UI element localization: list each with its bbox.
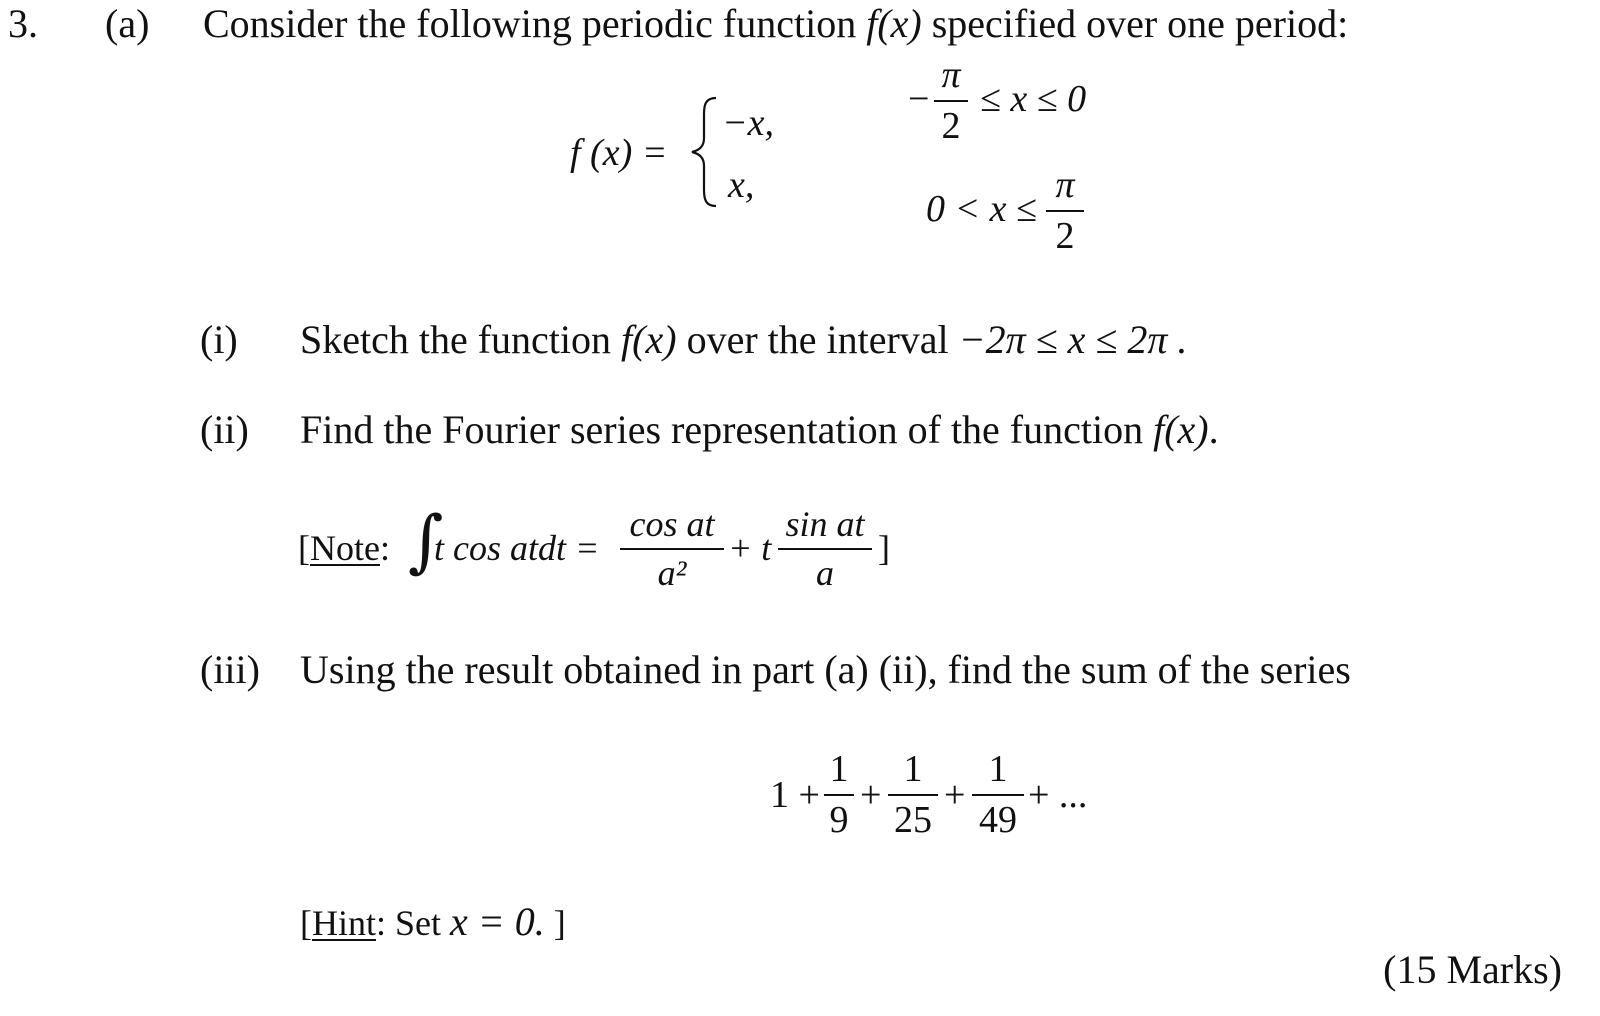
fraction-bar bbox=[824, 794, 854, 796]
fraction-bar bbox=[620, 548, 724, 550]
fraction-bar bbox=[1046, 210, 1084, 212]
part-label-a: (a) bbox=[105, 1, 150, 46]
note-frac2-den: a bbox=[816, 553, 834, 593]
note-frac2-num: sin at bbox=[785, 504, 865, 544]
intro-text-2: specified over one period: bbox=[921, 1, 1349, 46]
question-number: 3. bbox=[8, 1, 38, 46]
note-integrand: t cos atdt = bbox=[434, 528, 600, 568]
series-term-2 bbox=[888, 750, 938, 839]
case1-cond-num: π bbox=[941, 54, 961, 96]
piecewise-lhs: f (x) = bbox=[570, 132, 668, 174]
case2-expression: x, bbox=[728, 164, 755, 206]
note-frac1-num: cos at bbox=[629, 504, 715, 544]
case1-cond-den: 2 bbox=[941, 105, 961, 147]
fraction-bar bbox=[972, 794, 1024, 796]
series-t2-den: 25 bbox=[894, 799, 932, 841]
hint-close-bracket: ] bbox=[544, 903, 566, 943]
note-fraction-1 bbox=[620, 506, 724, 591]
note-colon: : bbox=[379, 528, 390, 568]
case1-expression: −x, bbox=[722, 102, 775, 144]
fraction-bar bbox=[934, 100, 968, 102]
intro-fx: f(x) bbox=[866, 1, 922, 46]
part-iii-label: (iii) bbox=[200, 647, 260, 692]
series-t3-num: 1 bbox=[988, 748, 1008, 790]
hint-text: : Set bbox=[376, 903, 451, 943]
question-intro bbox=[203, 1, 1349, 46]
series-plus-1: + bbox=[860, 774, 882, 816]
note-plus-t: + t bbox=[728, 528, 772, 568]
case2-cond-fraction bbox=[1046, 166, 1084, 255]
note-label bbox=[298, 530, 390, 566]
series-t1-num: 1 bbox=[829, 748, 849, 790]
part-i-label: (i) bbox=[200, 317, 238, 362]
series-tail: + ... bbox=[1028, 774, 1088, 816]
intro-text-1: Consider the following periodic function bbox=[203, 1, 867, 46]
fraction-bar bbox=[888, 794, 938, 796]
part-ii-label: (ii) bbox=[200, 407, 249, 452]
series-t2-num: 1 bbox=[903, 748, 923, 790]
note-frac1-den: a² bbox=[657, 553, 687, 593]
curly-brace-icon bbox=[688, 96, 722, 208]
part-i-fx: f(x) bbox=[621, 317, 677, 362]
part-i-interval: −2π ≤ x ≤ 2π . bbox=[958, 317, 1188, 362]
case2-cond-lead: 0 < x ≤ bbox=[926, 188, 1037, 230]
part-i-text bbox=[300, 317, 1188, 362]
hint-open-bracket: [ bbox=[300, 903, 312, 943]
part-ii-text-after: . bbox=[1208, 407, 1219, 452]
series-term-3 bbox=[972, 750, 1024, 839]
series-lead: 1 + bbox=[770, 774, 820, 816]
integral-sign-icon: ∫ bbox=[408, 502, 444, 581]
hint bbox=[300, 899, 566, 944]
case2-cond-den: 2 bbox=[1055, 215, 1075, 257]
part-i-text-before: Sketch the function bbox=[300, 317, 622, 362]
note-fraction-2 bbox=[778, 506, 872, 591]
note-close-bracket: ] bbox=[878, 528, 890, 568]
case2-cond-num: π bbox=[1055, 164, 1075, 206]
note-word: Note bbox=[310, 528, 380, 568]
series-term-1 bbox=[824, 750, 854, 839]
case1-cond-rest: ≤ x ≤ 0 bbox=[980, 78, 1087, 120]
case1-cond-fraction bbox=[934, 56, 968, 145]
part-i-text-mid: over the interval bbox=[676, 317, 959, 362]
fraction-bar bbox=[778, 548, 872, 550]
part-ii-text bbox=[300, 407, 1219, 452]
hint-equation: x = 0. bbox=[450, 899, 545, 944]
series-t1-den: 9 bbox=[829, 799, 849, 841]
note-open-bracket: [ bbox=[298, 528, 310, 568]
hint-word: Hint bbox=[312, 903, 377, 943]
marks-label: (15 Marks) bbox=[1383, 947, 1562, 992]
part-ii-fx: f(x) bbox=[1153, 407, 1209, 452]
series-t3-den: 49 bbox=[979, 799, 1017, 841]
series-plus-2: + bbox=[944, 774, 966, 816]
part-iii-text: Using the result obtained in part (a) (ii), find the sum of the series bbox=[300, 647, 1351, 692]
part-ii-text-before: Find the Fourier series representation of the function bbox=[300, 407, 1154, 452]
case1-cond-minus: − bbox=[908, 78, 930, 120]
